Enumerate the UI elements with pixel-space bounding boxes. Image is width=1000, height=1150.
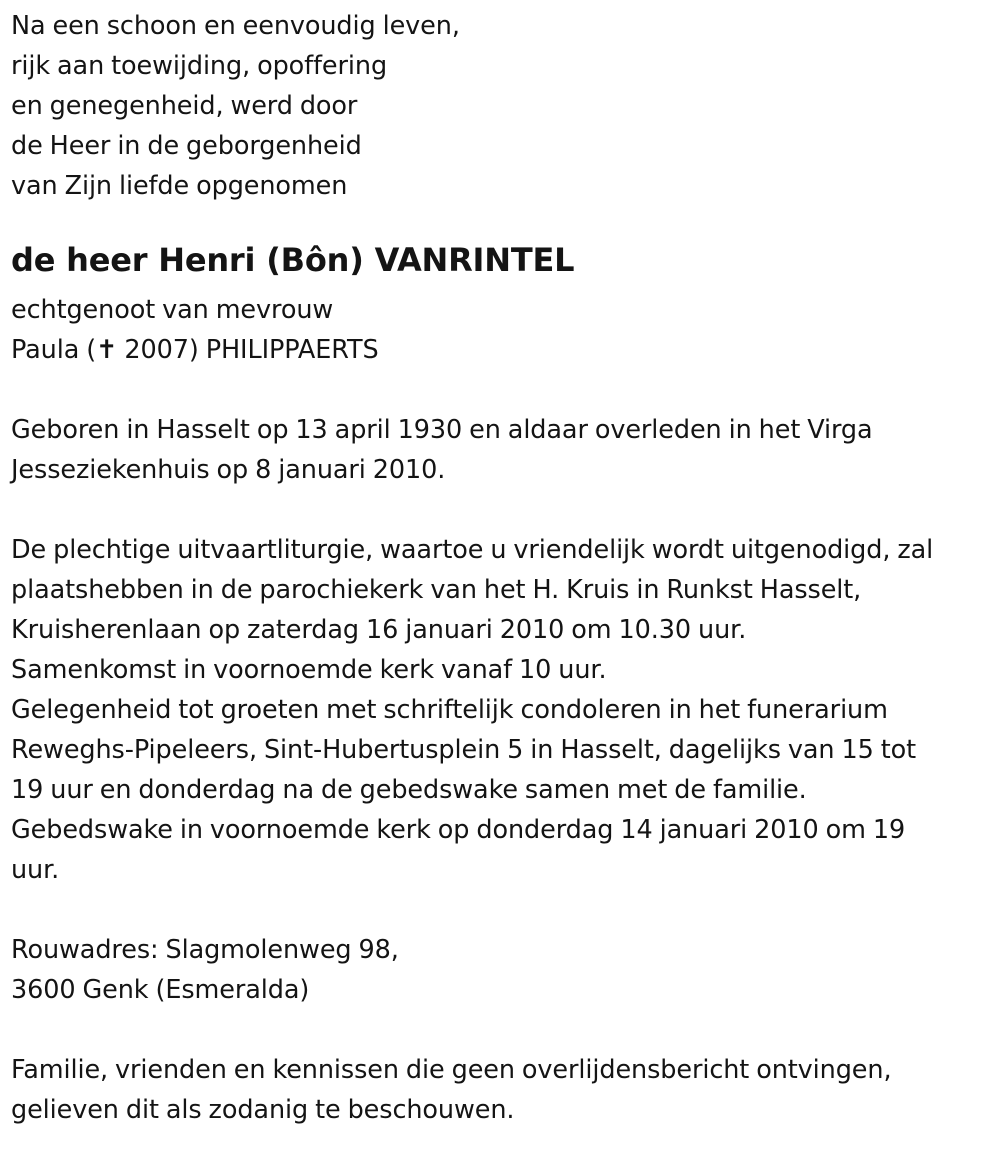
intro-line: van Zijn liefde opgenomen [11, 171, 348, 201]
intro-verse [11, 6, 996, 206]
intro-line: Na een schoon en eenvoudig leven, [11, 11, 460, 41]
paragraph-gap [11, 490, 996, 530]
paragraph-line: 19 uur en donderdag na de gebedswake samen met de familie. [11, 775, 807, 805]
paragraph-line: plaatshebben in de parochiekerk van het H. Kruis in Runkst Hasselt, [11, 575, 862, 605]
intro-line: rijk aan toewijding, opoffering [11, 51, 388, 81]
paragraph-line: gelieven dit als zodanig te beschouwen. [11, 1095, 515, 1125]
intro-line: en genegenheid, werd door [11, 91, 358, 121]
intro-line: de Heer in de geborgenheid [11, 131, 362, 161]
service-paragraph [11, 530, 996, 890]
paragraph-line: Gebedswake in voornoemde kerk op donderdag 14 januari 2010 om 19 [11, 815, 906, 845]
paragraph-gap [11, 1010, 996, 1050]
paragraph-line: Gelegenheid tot groeten met schriftelijk condoleren in het funerarium [11, 695, 888, 725]
birth-death-paragraph [11, 410, 996, 490]
address-line: Rouwadres: Slagmolenweg 98, [11, 935, 399, 965]
closing-paragraph [11, 1050, 996, 1130]
paragraph-line: Samenkomst in voornoemde kerk vanaf 10 uur. [11, 655, 607, 685]
deceased-name: de heer Henri (Bôn) VANRINTEL [11, 241, 575, 279]
paragraph-line: Geboren in Hasselt op 13 april 1930 en aldaar overleden in het Virga [11, 415, 873, 445]
spouse-info [11, 290, 996, 370]
obituary-document [11, 6, 996, 1130]
spouse-line: echtgenoot van mevrouw [11, 295, 334, 325]
paragraph-line: De plechtige uitvaartliturgie, waartoe u vriendelijk wordt uitgenodigd, zal [11, 535, 934, 565]
address-line: 3600 Genk (Esmeralda) [11, 975, 310, 1005]
spouse-line: Paula (✝ 2007) PHILIPPAERTS [11, 335, 379, 365]
paragraph-line: Kruisherenlaan op zaterdag 16 januari 2010 om 10.30 uur. [11, 615, 747, 645]
paragraph-line: Jesseziekenhuis op 8 januari 2010. [11, 455, 446, 485]
paragraph-gap [11, 890, 996, 930]
paragraph-line: Reweghs-Pipeleers, Sint-Hubertusplein 5 in Hasselt, dagelijks van 15 tot [11, 735, 917, 765]
paragraph-line: Familie, vrienden en kennissen die geen overlijdensbericht ontvingen, [11, 1055, 892, 1085]
paragraph-line: uur. [11, 855, 60, 885]
paragraph-gap [11, 370, 996, 410]
mourning-address [11, 930, 996, 1010]
